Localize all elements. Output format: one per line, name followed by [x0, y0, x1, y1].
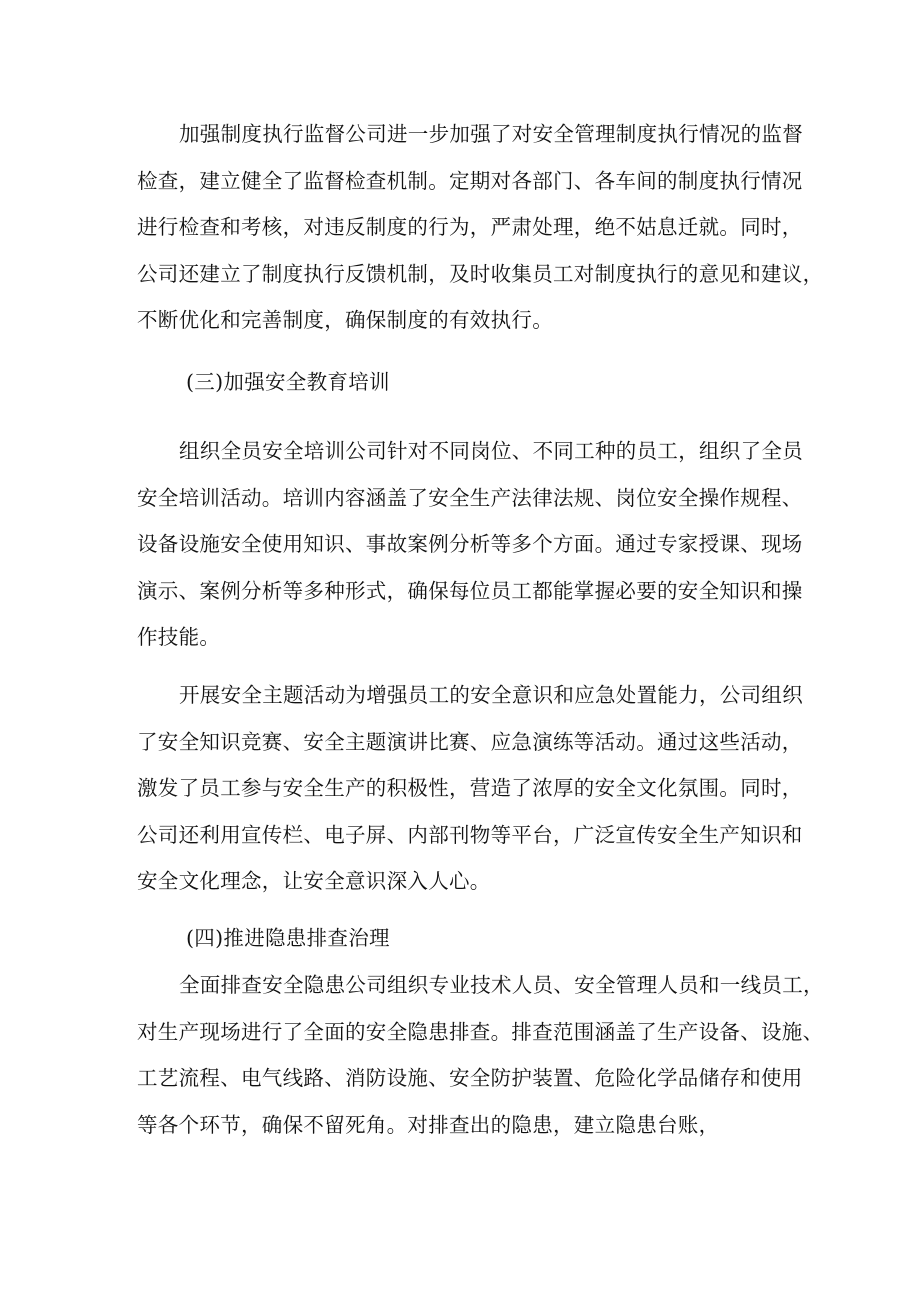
paragraph-line: 公司还利用宣传栏、电子屏、内部刊物等平台，广泛宣传安全生产知识和 [137, 822, 803, 847]
paragraph-line: 全面排查安全隐患公司组织专业技术人员、安全管理人员和一线员工， [179, 973, 824, 997]
paragraph-hazard-inspection [137, 962, 824, 1148]
paragraph-line: 对生产现场进行了全面的安全隐患排查。排查范围涵盖了生产设备、设施、 [137, 1019, 824, 1044]
paragraph-line: 公司还建立了制度执行反馈机制，及时收集员工对制度执行的意见和建议， [137, 261, 824, 286]
paragraph-line: 等各个环节，确保不留死角。对排查出的隐患，建立隐患台账， [137, 1112, 720, 1137]
paragraph-line: 安全文化理念，让安全意识深入人心。 [137, 869, 491, 893]
paragraph-line: 演示、案例分析等多种形式，确保每位员工都能掌握必要的安全知识和操 [137, 578, 803, 603]
section-heading-4: (四)推进隐患排查治理 [186, 926, 390, 950]
paragraph-line: 进行检查和考核，对违反制度的行为，严肃处理，绝不姑息迁就。同时， [137, 215, 803, 239]
paragraph-line: 激发了员工参与安全生产的积极性，营造了浓厚的安全文化氛围。同时， [137, 776, 803, 800]
paragraph-line: 作技能。 [137, 625, 221, 649]
section-heading-3: (三)加强安全教育培训 [186, 370, 390, 394]
paragraph-line: 设备设施安全使用知识、事故案例分析等多个方面。通过专家授课、现场 [137, 532, 803, 556]
paragraph-line: 了安全知识竞赛、安全主题演讲比赛、应急演练等活动。通过这些活动， [137, 729, 803, 754]
paragraph-line: 开展安全主题活动为增强员工的安全意识和应急处置能力，公司组织 [179, 683, 803, 707]
paragraph-line: 安全培训活动。培训内容涵盖了安全生产法律法规、岗位安全操作规程、 [137, 485, 803, 510]
paragraph-line: 不断优化和完善制度，确保制度的有效执行。 [137, 308, 553, 332]
paragraph-line: 加强制度执行监督公司进一步加强了对安全管理制度执行情况的监督 [179, 122, 803, 146]
paragraph-line: 工艺流程、电气线路、消防设施、安全防护装置、危险化学品储存和使用 [137, 1066, 803, 1090]
paragraph-system-supervision [137, 111, 824, 344]
paragraph-safety-activities [137, 672, 803, 905]
paragraph-line: 组织全员安全培训公司针对不同岗位、不同工种的员工，组织了全员 [179, 439, 803, 463]
paragraph-staff-training [137, 428, 803, 661]
paragraph-line: 检查，建立健全了监督检查机制。定期对各部门、各车间的制度执行情况 [137, 168, 803, 193]
